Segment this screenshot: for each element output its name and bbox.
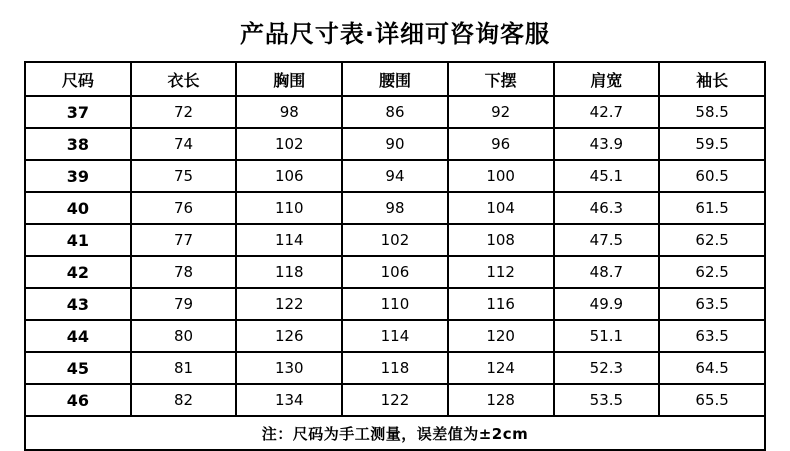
cell-hem: 120	[448, 320, 554, 352]
cell-hem: 96	[448, 128, 554, 160]
cell-length: 79	[131, 288, 237, 320]
cell-sleeve: 61.5	[659, 192, 765, 224]
cell-size: 44	[25, 320, 131, 352]
cell-shoulder: 43.9	[554, 128, 660, 160]
cell-bust: 118	[236, 256, 342, 288]
cell-shoulder: 42.7	[554, 96, 660, 128]
cell-bust: 134	[236, 384, 342, 416]
cell-hem: 108	[448, 224, 554, 256]
cell-size: 46	[25, 384, 131, 416]
cell-sleeve: 63.5	[659, 320, 765, 352]
cell-bust: 102	[236, 128, 342, 160]
cell-size: 45	[25, 352, 131, 384]
column-header-size: 尺码	[25, 62, 131, 96]
table-row	[25, 288, 765, 320]
cell-sleeve: 64.5	[659, 352, 765, 384]
cell-shoulder: 49.9	[554, 288, 660, 320]
cell-length: 82	[131, 384, 237, 416]
cell-hem: 116	[448, 288, 554, 320]
cell-size: 43	[25, 288, 131, 320]
cell-length: 74	[131, 128, 237, 160]
cell-size: 41	[25, 224, 131, 256]
table-row	[25, 320, 765, 352]
cell-waist: 98	[342, 192, 448, 224]
cell-sleeve: 58.5	[659, 96, 765, 128]
cell-bust: 114	[236, 224, 342, 256]
table-header	[25, 62, 765, 96]
cell-sleeve: 62.5	[659, 224, 765, 256]
cell-sleeve: 65.5	[659, 384, 765, 416]
cell-length: 75	[131, 160, 237, 192]
cell-sleeve: 62.5	[659, 256, 765, 288]
cell-waist: 118	[342, 352, 448, 384]
cell-hem: 112	[448, 256, 554, 288]
cell-shoulder: 47.5	[554, 224, 660, 256]
column-header-waist: 腰围	[342, 62, 448, 96]
column-header-shoulder: 肩宽	[554, 62, 660, 96]
cell-shoulder: 52.3	[554, 352, 660, 384]
cell-waist: 106	[342, 256, 448, 288]
cell-shoulder: 46.3	[554, 192, 660, 224]
cell-sleeve: 63.5	[659, 288, 765, 320]
table-row	[25, 96, 765, 128]
cell-size: 40	[25, 192, 131, 224]
column-header-bust: 胸围	[236, 62, 342, 96]
table-body	[25, 96, 765, 416]
cell-waist: 102	[342, 224, 448, 256]
page-title: 产品尺寸表·详细可咨询客服	[239, 20, 551, 48]
column-header-sleeve: 袖长	[659, 62, 765, 96]
cell-hem: 104	[448, 192, 554, 224]
cell-hem: 92	[448, 96, 554, 128]
table-row	[25, 256, 765, 288]
cell-bust: 126	[236, 320, 342, 352]
cell-length: 81	[131, 352, 237, 384]
table-row	[25, 224, 765, 256]
cell-length: 76	[131, 192, 237, 224]
table-row	[25, 128, 765, 160]
cell-length: 80	[131, 320, 237, 352]
cell-hem: 100	[448, 160, 554, 192]
measurement-note: 注：尺码为手工测量，误差值为±2cm	[25, 416, 765, 450]
cell-hem: 124	[448, 352, 554, 384]
size-table	[24, 61, 766, 451]
table-row	[25, 192, 765, 224]
table-row	[25, 384, 765, 416]
cell-size: 38	[25, 128, 131, 160]
cell-waist: 94	[342, 160, 448, 192]
column-header-hem: 下摆	[448, 62, 554, 96]
cell-size: 42	[25, 256, 131, 288]
cell-shoulder: 48.7	[554, 256, 660, 288]
cell-waist: 122	[342, 384, 448, 416]
table-row	[25, 352, 765, 384]
cell-sleeve: 60.5	[659, 160, 765, 192]
column-header-length: 衣长	[131, 62, 237, 96]
cell-size: 39	[25, 160, 131, 192]
cell-bust: 122	[236, 288, 342, 320]
cell-sleeve: 59.5	[659, 128, 765, 160]
cell-bust: 110	[236, 192, 342, 224]
cell-hem: 128	[448, 384, 554, 416]
table-container	[0, 61, 790, 451]
cell-length: 77	[131, 224, 237, 256]
cell-bust: 130	[236, 352, 342, 384]
cell-length: 78	[131, 256, 237, 288]
cell-waist: 86	[342, 96, 448, 128]
cell-length: 72	[131, 96, 237, 128]
cell-shoulder: 53.5	[554, 384, 660, 416]
cell-waist: 114	[342, 320, 448, 352]
table-footer	[25, 416, 765, 450]
table-footer-row	[25, 416, 765, 450]
cell-waist: 110	[342, 288, 448, 320]
cell-size: 37	[25, 96, 131, 128]
cell-shoulder: 51.1	[554, 320, 660, 352]
cell-bust: 106	[236, 160, 342, 192]
cell-bust: 98	[236, 96, 342, 128]
table-header-row	[25, 62, 765, 96]
cell-waist: 90	[342, 128, 448, 160]
cell-shoulder: 45.1	[554, 160, 660, 192]
table-row	[25, 160, 765, 192]
